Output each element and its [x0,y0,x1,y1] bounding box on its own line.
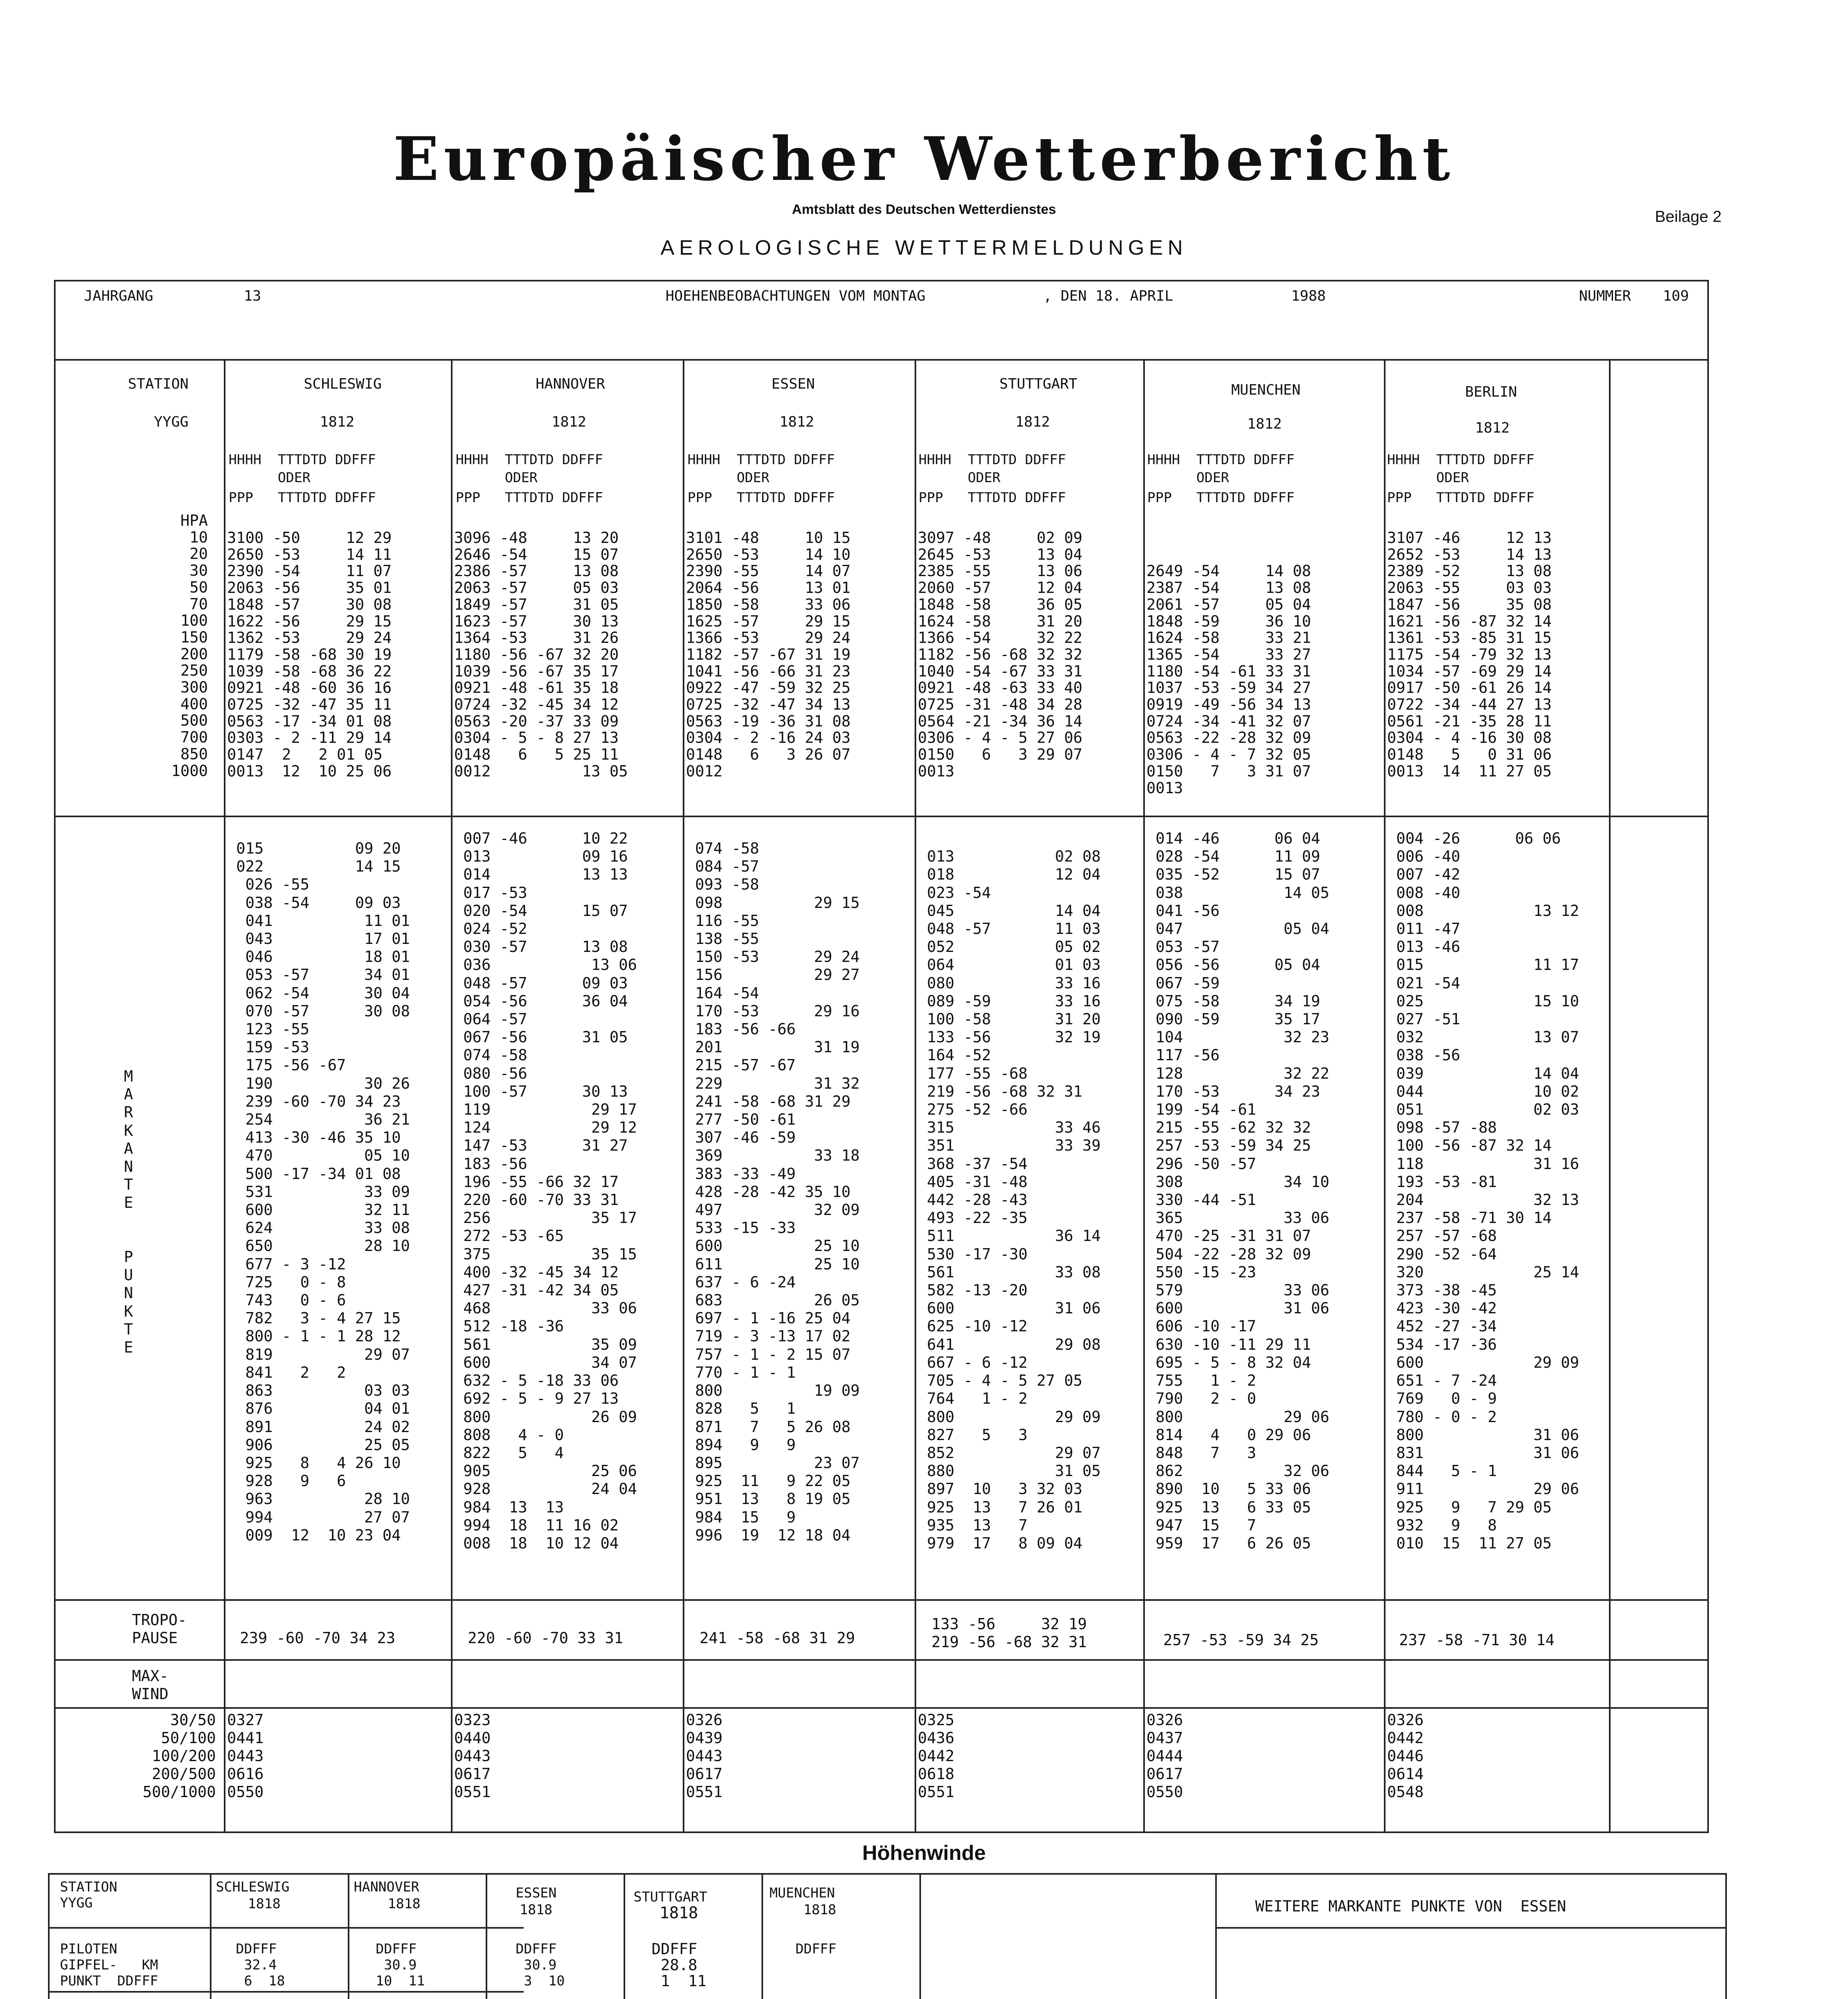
tropopause-value: 133 -56 32 19 219 -56 -68 32 31 [931,1615,1087,1651]
tropopause-value: 237 -58 -71 30 14 [1399,1631,1555,1649]
standard-levels: 3096 -48 13 20 2646 -54 15 07 2386 -57 13 08 2063 -57 05 03 1849 -57 31 05 1623 -57 30 13 1364 -53 31 26 1180 -56 -67 32 20 1039 -56 -67 35 17 0921 -48 -61 35 18 0724 -32 -45 34 12 0563 -20 -37 33 09 0304 - 5 - 8 27 13 0148 6 5 25 11 0012 13 05 [454,529,628,780]
hw-station-time: 1818 [660,1904,698,1922]
column-rule [1143,359,1145,1833]
standard-levels: 3101 -48 10 15 2650 -53 14 10 2390 -55 14 07 2064 -56 13 01 1850 -58 33 06 1625 -57 29 15 1366 -53 29 24 1182 -57 -67 31 19 1041 -56 -66 31 23 0922 -47 -59 32 25 0725 -32 -47 34 13 0563 -19 -36 31 08 0304 - 2 -16 24 03 0148 6 3 26 07 0012 [686,529,851,780]
nummer-value: 109 [1663,288,1689,304]
column-header: PPP TTTDTD DDFFF [1147,490,1295,506]
rule [54,1599,1709,1601]
column-rule [348,1873,349,1999]
rule [48,1927,524,1929]
hw-station-name: HANNOVER [354,1879,419,1895]
yygg-label: YYGG [154,414,189,430]
hw-col-head: DDFFF 32.4 6 18 [236,1941,285,1989]
rule [54,1707,1709,1709]
column-header: HHHH TTTDTD DDFFF [688,452,835,468]
station-time: 1812 [552,414,586,430]
station-name: MUENCHEN [1231,382,1301,398]
layer-values: 0323 0440 0443 0617 0551 [454,1711,491,1801]
significant-points: 015 09 20 022 14 15 026 -55 038 -54 09 03 041 11 01 043 17 01 046 18 01 053 -57 34 01 062 -54 30 04 070 -57 30 08 123 -55 159 -53 175 -56 -67 190 30 26 239 -60 -70 34 23 254 36 21 413 -30 -46 35 10 470 05 10 500 -17 -34 01 08 531 33 09 600 32 11 624 33 08 650 28 10 677 - 3 -12 725 0 - 8 743 0 - 6 782 3 - 4 27 15 800 - 1 - 1 28 12 819 29 07 841 2 2 863 03 03 876 04 01 891 24 02 906 25 05 925 8 4 26 10 928 9 6 963 28 10 994 27 07 009 12 10 23 04 [236,840,410,1544]
column-header: PPP TTTDTD DDFFF [688,490,835,506]
hw-station-time: 1818 [388,1896,421,1912]
station-name: STUTTGART [999,376,1078,392]
column-header: ODER [688,470,770,486]
layer-values: 0325 0436 0442 0618 0551 [918,1711,955,1801]
year-value: 1988 [1291,288,1326,304]
significant-points: 004 -26 06 06 006 -40 007 -42 008 -40 008 13 12 011 -47 013 -46 015 11 17 021 -54 025 15 10 027 -51 032 13 07 038 -56 039 14 04 044 10 02 051 02 03 098 -57 -88 100 -56 -87 32 14 118 31 16 193 -53 -81 204 32 13 237 -58 -71 30 14 257 -57 -68 290 -52 -64 320 25 14 373 -38 -45 423 -30 -42 452 -27 -34 534 -17 -36 600 29 09 651 - 7 -24 769 0 - 9 780 - 0 - 2 800 31 06 831 31 06 844 5 - 1 911 29 06 925 9 7 29 05 932 9 8 010 15 11 27 05 [1396,830,1579,1552]
layer-values: 0326 0439 0443 0617 0551 [686,1711,723,1801]
station-label: STATION [128,376,189,392]
column-header: HHHH TTTDTD DDFFF [229,452,376,468]
tropopause-value: 257 -53 -59 34 25 [1163,1631,1319,1649]
hw-col-head: DDFFF 30.9 3 10 [516,1941,565,1989]
significant-points: 074 -58 084 -57 093 -58 098 29 15 116 -55 138 -55 150 -53 29 24 156 29 27 164 -54 170 -53 29 16 183 -56 -66 201 31 19 215 -57 -67 229 31 32 241 -58 -68 31 29 277 -50 -61 307 -46 -59 369 33 18 383 -33 -49 428 -28 -42 35 10 497 32 09 533 -15 -33 600 25 10 611 25 10 637 - 6 -24 683 26 05 697 - 1 -16 25 04 719 - 3 -13 17 02 757 - 1 - 2 15 07 770 - 1 - 1 800 19 09 828 5 1 871 7 5 26 08 894 9 9 895 23 07 925 11 9 22 05 951 13 8 19 05 984 15 9 996 19 12 18 04 [695,840,860,1544]
column-rule [1384,359,1386,1833]
column-rule [451,359,453,1833]
significant-points: 014 -46 06 04 028 -54 11 09 035 -52 15 07 038 14 05 041 -56 047 05 04 053 -57 056 -56 05 04 067 -59 075 -58 34 19 090 -59 35 17 104 32 23 117 -56 128 32 22 170 -53 34 23 199 -54 -61 215 -55 -62 32 32 257 -53 -59 34 25 296 -50 -57 308 34 10 330 -44 -51 365 33 06 470 -25 -31 31 07 504 -22 -28 32 09 550 -15 -23 579 33 06 600 31 06 606 -10 -17 630 -10 -11 29 11 695 - 5 - 8 32 04 755 1 - 2 790 2 - 0 800 29 06 814 4 0 29 06 848 7 3 862 32 06 890 10 5 33 06 925 13 6 33 05 947 15 7 959 17 6 26 05 [1155,830,1330,1552]
column-header: HHHH TTTDTD DDFFF [919,452,1066,468]
column-header: PPP TTTDTD DDFFF [229,490,376,506]
station-time: 1812 [1015,414,1050,430]
column-header: ODER [919,470,1001,486]
rule [54,359,1709,361]
layer-values: 0327 0441 0443 0616 0550 [227,1711,264,1801]
rule [48,1991,524,1993]
column-rule [915,359,916,1833]
column-header: PPP TTTDTD DDFFF [456,490,603,506]
station-name: SCHLESWIG [304,376,382,392]
standard-levels: 3107 -46 12 13 2652 -53 14 13 2389 -52 13 08 2063 -55 03 03 1847 -56 35 08 1621 -56 -87 32 14 1361 -53 -85 31 15 1175 -54 -79 32 13 1034 -57 -69 29 14 0917 -50 -61 26 14 0722 -34 -44 27 13 0561 -21 -35 28 11 0304 - 4 -16 30 08 0148 5 0 31 06 0013 14 11 27 05 [1387,529,1552,780]
station-name: HANNOVER [536,376,605,392]
column-header: HHHH TTTDTD DDFFF [1387,452,1535,468]
rule [54,816,1709,817]
column-rule [486,1873,487,1999]
markante-label: M A R K A N T E P U N K T E [124,1067,133,1357]
hw-station-time: 1818 [520,1902,552,1918]
layer-values: 0326 0442 0446 0614 0548 [1387,1711,1424,1801]
tropopause-value: 220 -60 -70 33 31 [468,1629,623,1647]
significant-points: 013 02 08 018 12 04 023 -54 045 14 04 048 -57 11 03 052 05 02 064 01 03 080 33 16 089 -59 33 16 100 -58 31 20 133 -56 32 19 164 -52 177 -55 -68 219 -56 -68 32 31 275 -52 -66 315 33 46 351 33 39 368 -37 -54 405 -31 -48 442 -28 -43 493 -22 -35 511 36 14 530 -17 -30 561 33 08 582 -13 -20 600 31 06 625 -10 -12 641 29 08 667 - 6 -12 705 - 4 - 5 27 05 764 1 - 2 800 29 09 827 5 3 852 29 07 880 31 05 897 10 3 32 03 925 13 7 26 01 935 13 7 979 17 8 09 04 [927,848,1101,1552]
hw-station-name: MUENCHEN [770,1885,835,1901]
hw-col-head: DDFFF [795,1941,837,1957]
standard-levels: 2649 -54 14 08 2387 -54 13 08 2061 -57 05 04 1848 -59 36 10 1624 -58 33 21 1365 -54 33 27 1180 -54 -61 33 31 1037 -53 -59 34 27 0919 -49 -56 34 13 0724 -34 -41 32 07 0563 -22 -28 32 09 0306 - 4 - 7 32 05 0150 7 3 31 07 0013 [1146,562,1311,797]
hw-station-name: STUTTGART [634,1889,708,1905]
page-title: Europäischer Wetterbericht [393,124,1455,194]
tropopause-label: TROPO- PAUSE [132,1611,187,1647]
hw-col-head: DDFFF 28.8 1 11 [652,1940,707,1990]
column-rule [762,1873,763,1999]
column-header: ODER [456,470,538,486]
maxwind-label: MAX- WIND [132,1667,169,1703]
column-header: PPP TTTDTD DDFFF [919,490,1066,506]
column-header: ODER [1147,470,1229,486]
column-header: HHHH TTTDTD DDFFF [456,452,603,468]
station-name: ESSEN [771,376,815,392]
jahrgang-label: JAHRGANG [84,288,154,304]
date-text: , DEN 18. APRIL [1043,288,1174,304]
hw-station-time: 1818 [248,1896,281,1912]
hw-station-name: ESSEN [516,1885,557,1901]
station-time: 1812 [1247,416,1282,432]
hw-station-label: STATION YYGG [60,1879,118,1911]
page-subtitle: Amtsblatt des Deutschen Wetterdienstes [792,202,1056,217]
layer-labels: 30/50 50/100 100/200 200/500 500/1000 [142,1711,216,1801]
station-time: 1812 [1475,420,1510,436]
significant-points: 007 -46 10 22 013 09 16 014 13 13 017 -53 020 -54 15 07 024 -52 030 -57 13 08 036 13 06 048 -57 09 03 054 -56 36 04 064 -57 067 -56 31 05 074 -58 080 -56 100 -57 30 13 119 29 17 124 29 12 147 -53 31 27 183 -56 196 -55 -66 32 17 220 -60 -70 33 31 256 35 17 272 -53 -65 375 35 15 400 -32 -45 34 12 427 -31 -42 34 05 468 33 06 512 -18 -36 561 35 09 600 34 07 632 - 5 -18 33 06 692 - 5 - 9 27 13 800 26 09 808 4 - 0 822 5 4 905 25 06 928 24 04 984 13 13 994 18 11 16 02 008 18 10 12 04 [463,830,637,1552]
hw-station-time: 1818 [803,1902,836,1918]
hw-col-head: DDFFF 30.9 10 11 [376,1941,425,1989]
hpa-levels: HPA 10 20 30 50 70 100 150 200 250 300 400 500 700 850 1000 [171,512,208,780]
station-time: 1812 [779,414,814,430]
column-rule [210,1873,211,1999]
column-rule [624,1873,625,1999]
rule [1215,1927,1727,1929]
column-rule [683,359,684,1833]
hw-station-name: SCHLESWIG [216,1879,290,1895]
standard-levels: 3097 -48 02 09 2645 -53 13 04 2385 -55 13 06 2060 -57 12 04 1848 -58 36 05 1624 -58 31 20 1366 -54 32 22 1182 -56 -68 32 32 1040 -54 -67 33 31 0921 -48 -63 33 40 0725 -31 -48 34 28 0564 -21 -34 36 14 0306 - 4 - 5 27 06 0150 6 3 29 07 0013 [918,529,1082,780]
column-rule [919,1873,921,1999]
tropopause-value: 241 -58 -68 31 29 [700,1629,855,1647]
jahrgang-value: 13 [244,288,261,304]
column-rule [1609,359,1611,1833]
standard-levels: 3100 -50 12 29 2650 -53 14 11 2390 -54 11 07 2063 -56 35 01 1848 -57 30 08 1622 -56 29 15 1362 -53 29 24 1179 -58 -68 30 19 1039 -58 -68 36 22 0921 -48 -60 36 16 0725 -32 -47 35 11 0563 -17 -34 01 08 0303 - 2 -11 29 14 0147 2 2 01 05 0013 12 10 25 06 [227,529,392,780]
hw-pilot-label: PILOTEN GIPFEL- KM PUNKT DDFFF [60,1941,158,1989]
observation-text: HOEHENBEOBACHTUNGEN VOM MONTAG [666,288,926,304]
column-rule [224,359,225,1833]
beilage-label: Beilage 2 [1655,208,1722,225]
nummer-label: NUMMER [1579,288,1631,304]
station-name: BERLIN [1465,384,1517,400]
column-rule [1215,1873,1217,1999]
column-header: ODER [229,470,311,486]
rule [54,1659,1709,1661]
hoehenwinde-title: Höhenwinde [862,1841,986,1865]
section-heading: AEROLOGISCHE WETTERMELDUNGEN [660,236,1188,259]
weitere-title: WEITERE MARKANTE PUNKTE VON ESSEN [1255,1897,1566,1915]
column-header: ODER [1387,470,1469,486]
column-header: HHHH TTTDTD DDFFF [1147,452,1295,468]
column-header: PPP TTTDTD DDFFF [1387,490,1535,506]
station-time: 1812 [320,414,355,430]
tropopause-value: 239 -60 -70 34 23 [240,1629,395,1647]
hoehenwinde-table [48,1873,1727,1999]
layer-values: 0326 0437 0444 0617 0550 [1146,1711,1183,1801]
